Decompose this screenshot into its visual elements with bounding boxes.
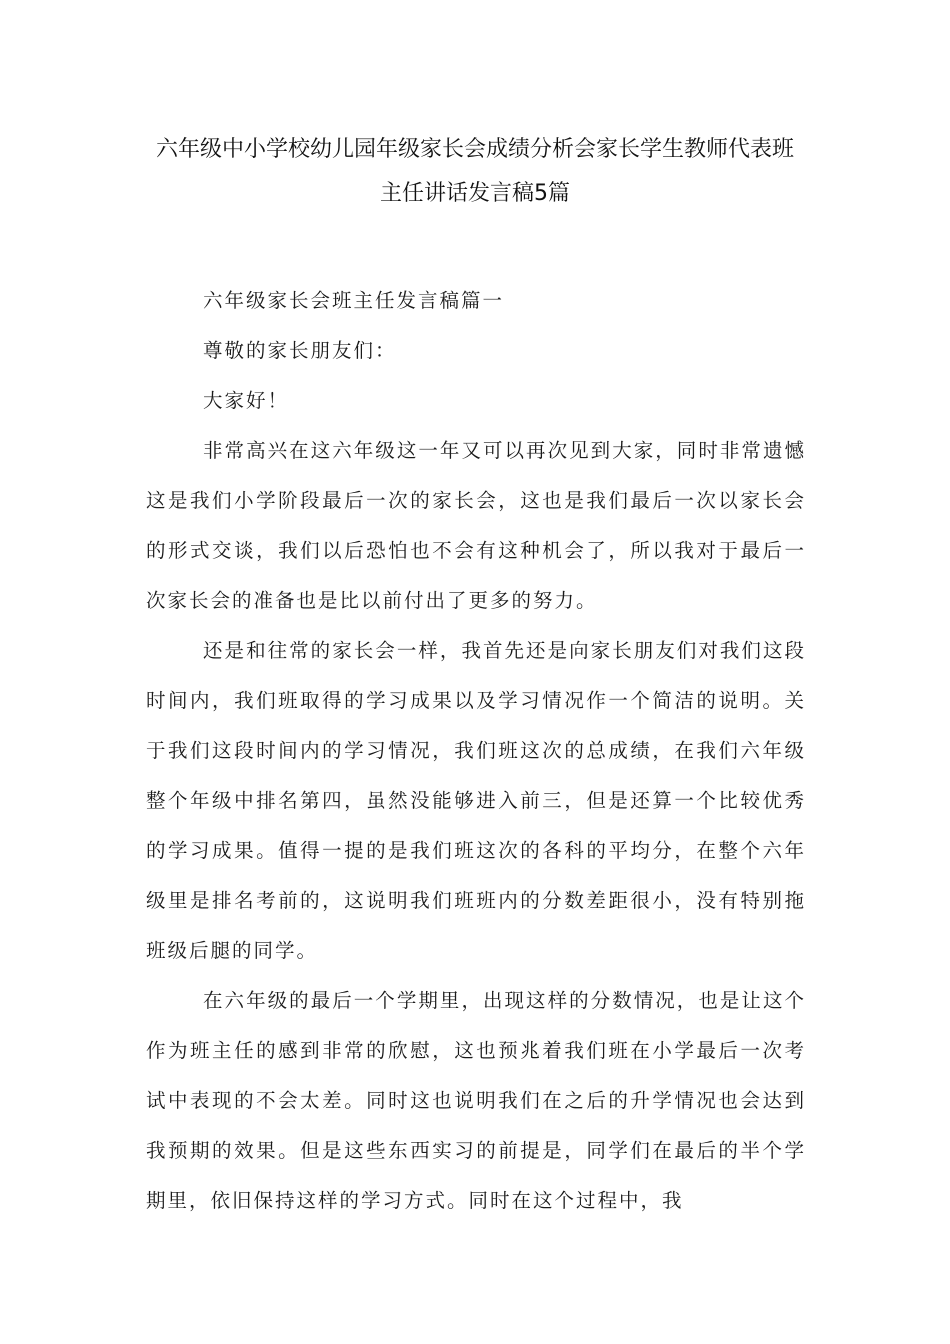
title-line-1: 六年级中小学校幼儿园年级家长会成绩分析会家长学生教师代表班 <box>155 137 794 162</box>
document-body <box>146 276 806 1226</box>
section-heading: 六年级家长会班主任发言稿篇一 <box>203 289 505 312</box>
document-title <box>140 128 810 216</box>
paragraph-2: 还是和往常的家长会一样，我首先还是向家长朋友们对我们这段时间内，我们班取得的学习成果以及学习情况作一个简洁的说明。关于我们这段时间内的学习情况，我们班这次的总成绩，在我们六年级整个年级中排名第四，虽然没能够进入前三，但是还算一个比较优秀的学习成果。值得一提的是我们班这次的各科的平均分，在整个六年级里是排名考前的，这说明我们班班内的分数差距很小，没有特别拖班级后腿的同学。 <box>146 639 806 962</box>
greeting: 大家好！ <box>203 389 290 412</box>
paragraph-3: 在六年级的最后一个学期里，出现这样的分数情况，也是让这个作为班主任的感到非常的欣慰，这也预兆着我们班在小学最后一次考试中表现的不会太差。同时这也说明我们在之后的升学情况也会达到我预期的效果。但是这些东西实习的前提是，同学们在最后的半个学期里，依旧保持这样的学习方式。同时在这个过程中，我 <box>146 989 806 1212</box>
title-line-2: 主任讲话发言稿5篇 <box>380 181 570 206</box>
paragraph-1: 非常高兴在这六年级这一年又可以再次见到大家，同时非常遗憾这是我们小学阶段最后一次的家长会，这也是我们最后一次以家长会的形式交谈，我们以后恐怕也不会有这种机会了，所以我对于最后一次家长会的准备也是比以前付出了更多的努力。 <box>146 439 806 612</box>
salutation: 尊敬的家长朋友们： <box>203 339 397 362</box>
